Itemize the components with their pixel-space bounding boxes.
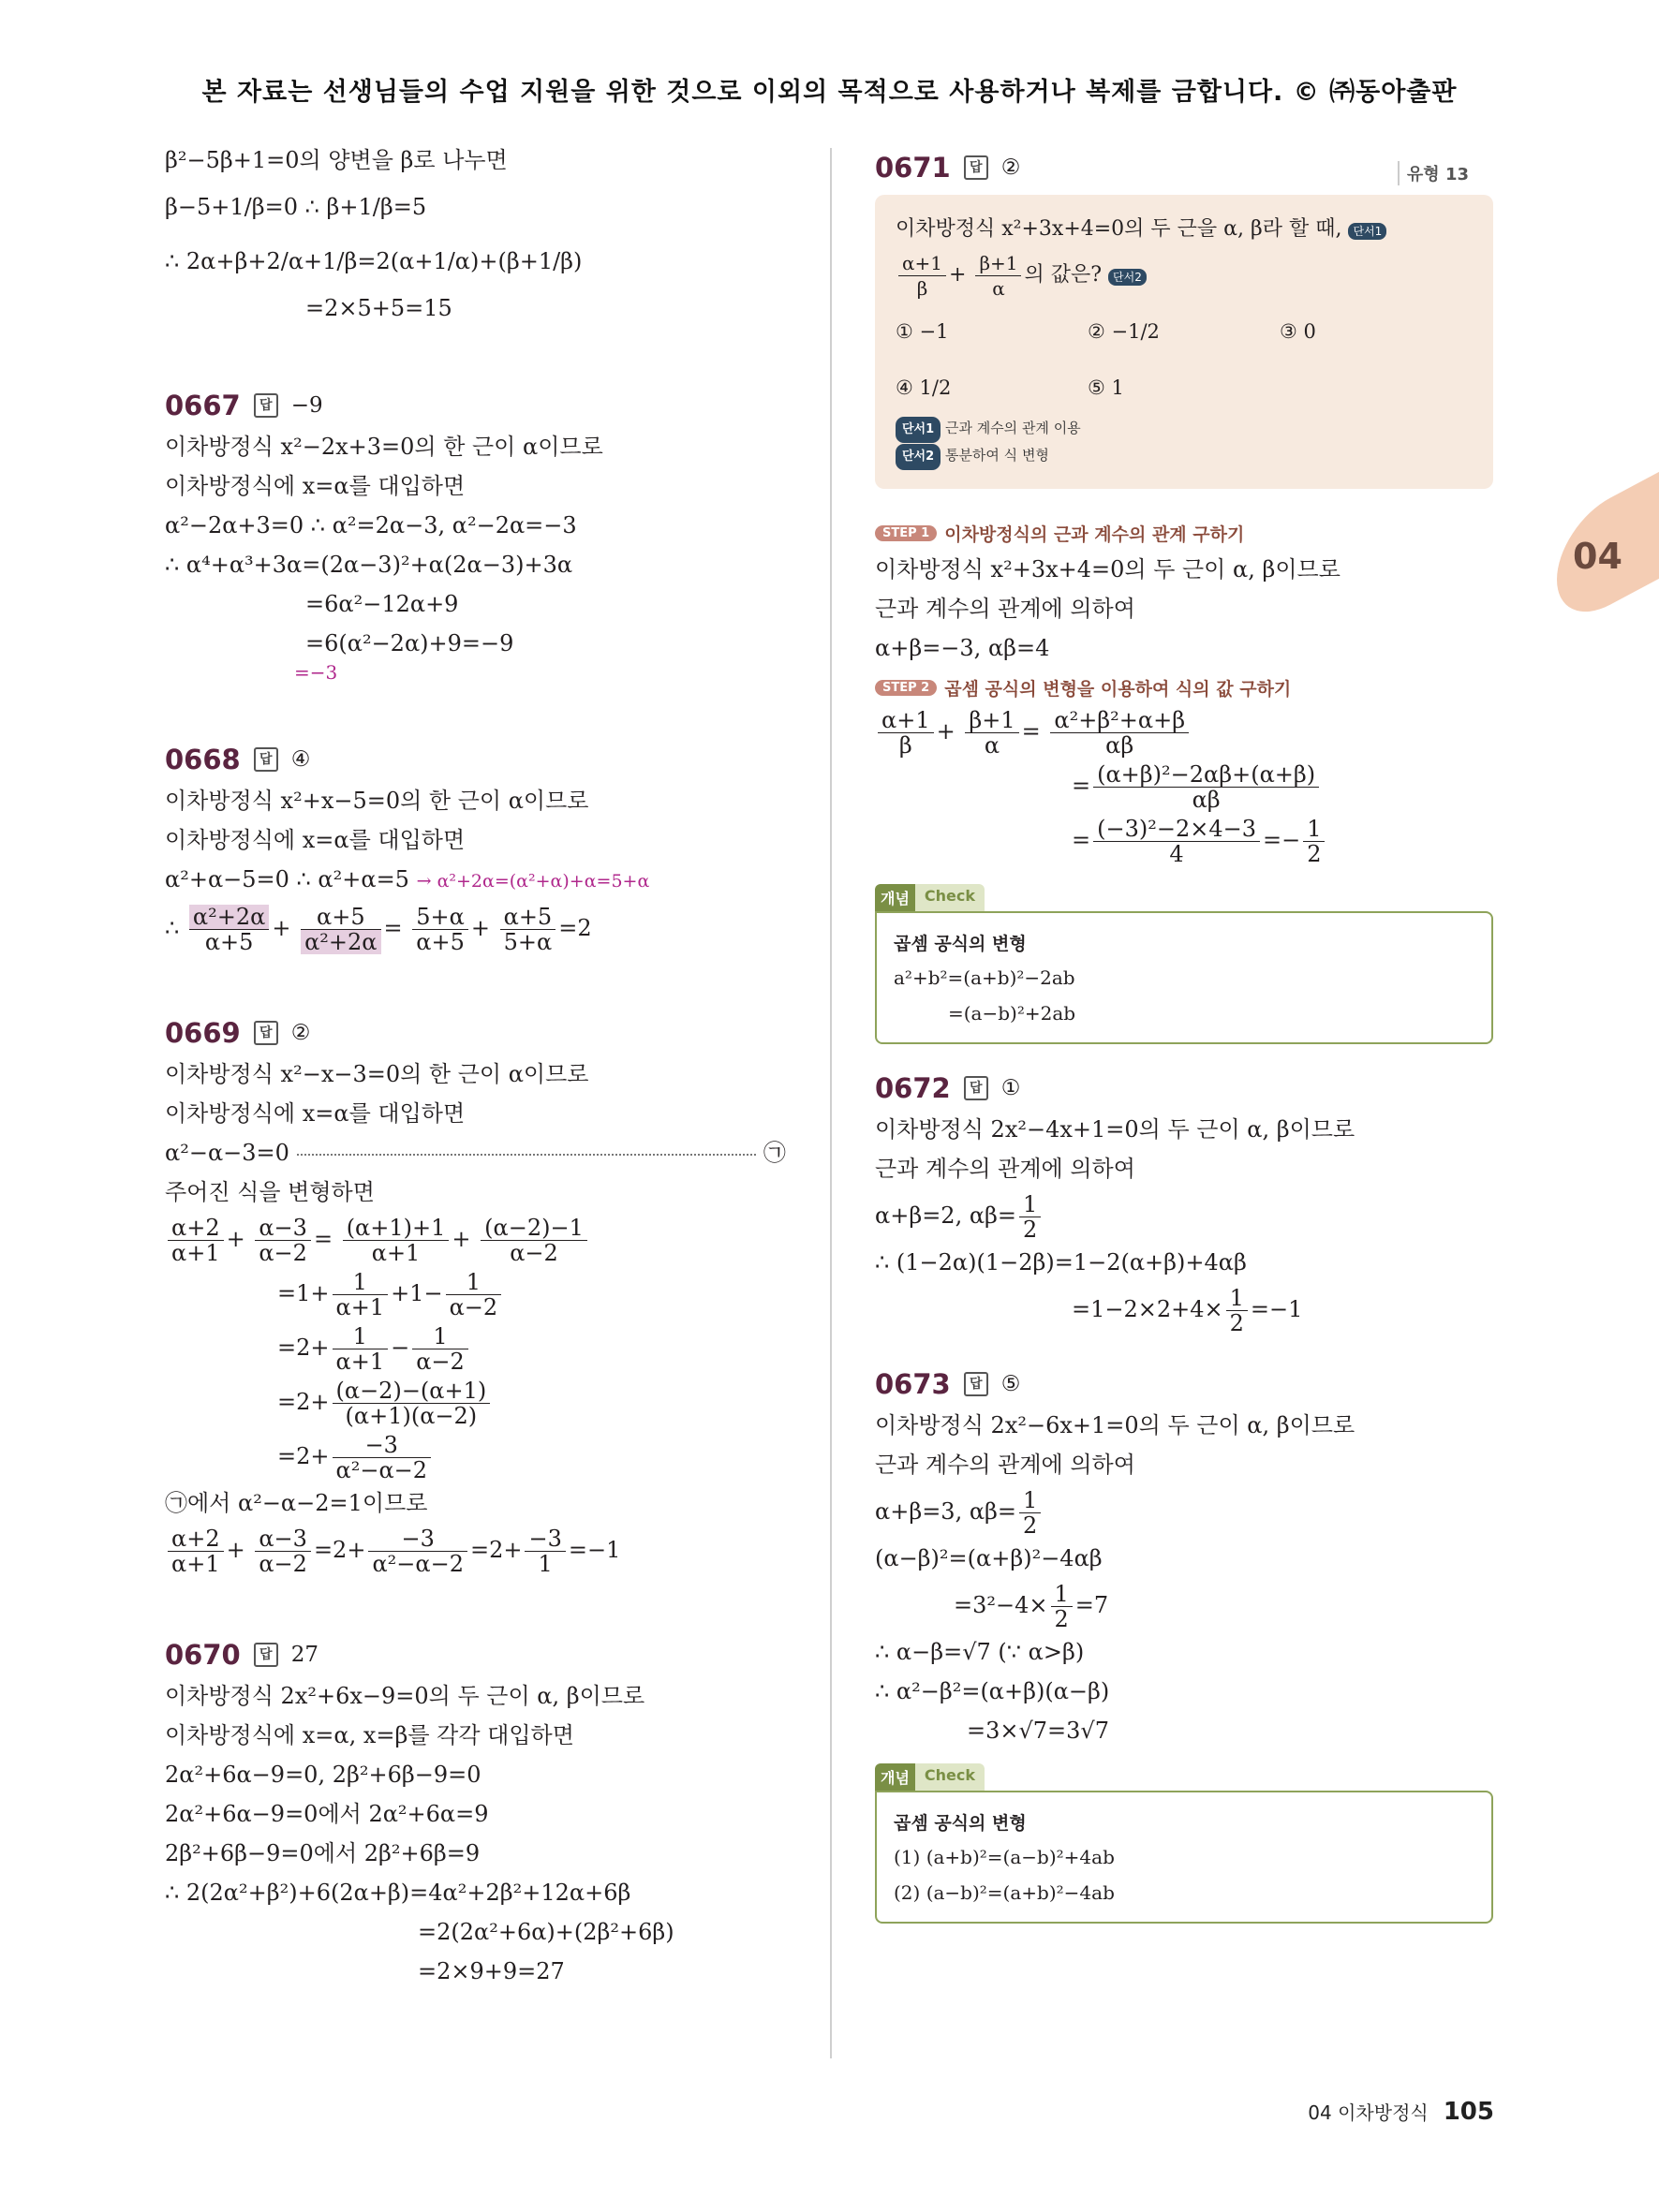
numerator: β+1 bbox=[975, 251, 1021, 276]
denominator: α²−α−2 bbox=[335, 1457, 428, 1483]
solution-line: (α−β)²=(α+β)²−4αβ bbox=[875, 1545, 1103, 1571]
numerator: (α+1)+1 bbox=[343, 1216, 450, 1241]
expression-text: =1−2×2+4× bbox=[1072, 1296, 1223, 1322]
fraction-equation bbox=[165, 1212, 811, 1266]
page-number: 105 bbox=[1443, 2098, 1494, 2126]
answer-badge: 답 bbox=[254, 747, 278, 772]
numerator: 1 bbox=[333, 1270, 389, 1295]
numerator: (α+β)²−2αβ+(α+β) bbox=[1093, 762, 1319, 788]
solution-line: 주어진 식을 변형하면 bbox=[165, 1179, 375, 1205]
check-tab: Check bbox=[915, 884, 985, 911]
numerator: 1 bbox=[1303, 817, 1325, 842]
denominator: α bbox=[992, 276, 1005, 300]
numerator: α²+β²+α+β bbox=[1050, 708, 1189, 733]
solution-line: ∴ α⁴+α³+3α=(2α−3)²+α(2α−3)+3α bbox=[165, 552, 573, 578]
denominator: α−2 bbox=[259, 1240, 307, 1266]
left-column bbox=[165, 140, 811, 1991]
clue-text: 근과 계수의 관계 이용 bbox=[944, 420, 1081, 436]
solution-line: 이차방정식에 x=α를 대입하면 bbox=[165, 1100, 466, 1127]
solution-line: =3×√7=3√7 bbox=[967, 1718, 1109, 1744]
arrow-note: → α²+2α=(α²+α)+α=5+α bbox=[416, 871, 650, 892]
answer-badge: 답 bbox=[964, 1372, 988, 1396]
solution-line: =2×9+9=27 bbox=[418, 1958, 565, 1984]
result: =−1 bbox=[568, 1537, 621, 1563]
step-title: 이차방정식의 근과 계수의 관계 구하기 bbox=[944, 524, 1245, 545]
problem-text: 이차방정식 x²+3x+4=0의 두 근을 α, β라 할 때, bbox=[896, 217, 1342, 241]
fraction-equation: ∴ $\frac{\text{α²+2α}}{\alpha+5}$ + $\frac{\alpha+5}{\text{α²+2α}}$ = $\frac{5+\alpha}{\alpha+5}$ + $\frac{\alpha+5}{5+\alpha}$ =2 bbox=[165, 904, 592, 955]
concept-tab: 개념 bbox=[875, 1763, 915, 1791]
denominator: α+1 bbox=[371, 1240, 421, 1266]
answer-badge: 답 bbox=[254, 1021, 278, 1045]
solution-line: =2×5+5=15 bbox=[305, 295, 452, 321]
solution-line: 근과 계수의 관계에 의하여 bbox=[875, 1452, 1135, 1478]
problem-0670 bbox=[165, 1639, 811, 1991]
chapter-side-number: 04 bbox=[1573, 536, 1622, 577]
denominator: β bbox=[916, 276, 928, 300]
choice-1[interactable]: ① −1 bbox=[896, 320, 949, 343]
numerator: β+1 bbox=[965, 708, 1018, 733]
numerator: α+5 bbox=[301, 905, 380, 930]
expression-text: =1+ bbox=[277, 1280, 330, 1306]
denominator: 2 bbox=[1054, 1606, 1069, 1632]
expression-text: =− bbox=[1262, 827, 1301, 853]
denominator: α bbox=[984, 732, 1000, 759]
denominator: 2 bbox=[1229, 1310, 1244, 1336]
numerator: α+5 bbox=[500, 905, 556, 930]
problem-text: 의 값은? bbox=[1024, 263, 1103, 287]
answer-choices bbox=[896, 303, 1473, 360]
answer-value: −9 bbox=[290, 393, 323, 418]
numerator: −3 bbox=[368, 1526, 467, 1552]
numerator: α−3 bbox=[255, 1526, 311, 1552]
clue-text: 통분하여 식 변형 bbox=[944, 447, 1049, 464]
clue-tag: 단서2 bbox=[896, 444, 941, 470]
denominator: α+5 bbox=[204, 929, 254, 955]
step-tag: STEP 2 bbox=[875, 680, 937, 696]
clue-tag: 단서2 bbox=[1108, 269, 1147, 286]
choice-3[interactable]: ③ 0 bbox=[1280, 320, 1316, 343]
expression-text: =2+ bbox=[469, 1537, 523, 1563]
denominator: α+1 bbox=[335, 1294, 385, 1320]
concept-line: (2) (a−b)²=(a+b)²−4ab bbox=[894, 1881, 1115, 1904]
problem-number: 0670 bbox=[165, 1639, 241, 1671]
solution-line: 근과 계수의 관계에 의하여 bbox=[875, 596, 1135, 622]
solution-line: ∴ 2(2α²+β²)+6(2α+β)=4α²+2β²+12α+6β bbox=[165, 1880, 631, 1906]
denominator: α+5 bbox=[416, 929, 465, 955]
denominator: 2 bbox=[1023, 1217, 1038, 1243]
concept-line: =(a−b)²+2ab bbox=[948, 1002, 1076, 1025]
fraction-equation: $\frac{\alpha+2}{\alpha+1}$ + $\frac{\alpha-3}{\alpha-2}$ =2+ $\frac{-3}{\text{α²−α−2}}$ =2+ $\frac{-3}{1}$ =−1 bbox=[165, 1523, 811, 1577]
answer-badge: 답 bbox=[254, 1643, 278, 1667]
solution-line: β−5+1/β=0 ∴ β+1/β=5 bbox=[165, 194, 427, 220]
denominator: α−2 bbox=[510, 1240, 558, 1266]
solution-line: 2α²+6α−9=0, 2β²+6β−9=0 bbox=[165, 1762, 481, 1788]
concept-title: 곱셈 공식의 변형 bbox=[894, 934, 1027, 954]
fraction-equation bbox=[165, 1429, 811, 1483]
solution-line: =2(2α²+6α)+(2β²+6β) bbox=[418, 1919, 674, 1945]
solution-line: 이차방정식 x²−x−3=0의 한 근이 α이므로 bbox=[165, 1061, 589, 1087]
answer-value: ② bbox=[1000, 155, 1021, 180]
denominator: αβ bbox=[1105, 732, 1134, 759]
solution-line: =6α²−12α+9 bbox=[305, 591, 459, 617]
solution-line: =6(α²−2α)+9=−9 bbox=[305, 630, 514, 656]
numerator: 1 bbox=[446, 1270, 502, 1295]
numerator: 5+α bbox=[412, 905, 468, 930]
denominator: 2 bbox=[1023, 1512, 1038, 1539]
problem-0668 bbox=[165, 744, 811, 955]
expression-text: α+β=3, αβ= bbox=[875, 1498, 1017, 1525]
denominator: α+1 bbox=[171, 1240, 220, 1266]
denominator: α²+2α bbox=[301, 930, 380, 954]
solution-line: α+β=−3, αβ=4 bbox=[875, 635, 1050, 661]
problem-number: 0673 bbox=[875, 1368, 951, 1400]
expression-text: =2+ bbox=[277, 1443, 330, 1469]
answer-value: ② bbox=[290, 1021, 311, 1045]
solution-line: α²−2α+3=0 ∴ α²=2α−3, α²−2α=−3 bbox=[165, 512, 577, 538]
solution-line: 이차방정식 2x²−6x+1=0의 두 근이 α, β이므로 bbox=[875, 1412, 1355, 1438]
denominator: 4 bbox=[1169, 841, 1184, 867]
answer-badge: 답 bbox=[254, 393, 278, 418]
denominator: α−2 bbox=[449, 1294, 498, 1320]
fraction-equation bbox=[165, 1375, 811, 1429]
expression-text: =2+ bbox=[277, 1335, 330, 1361]
marked-equation: α²−α−3=0 bbox=[165, 1140, 289, 1166]
concept-line: (1) (a+b)²=(a−b)²+4ab bbox=[894, 1846, 1115, 1868]
denominator: α²−α−2 bbox=[372, 1551, 464, 1577]
result: =7 bbox=[1074, 1592, 1109, 1618]
clue-tag: 단서1 bbox=[896, 417, 941, 443]
solution-line: 2α²+6α−9=0에서 2α²+6α=9 bbox=[165, 1801, 489, 1827]
numerator: (−3)²−2×4−3 bbox=[1093, 817, 1260, 842]
expression-text: − bbox=[391, 1335, 410, 1361]
denominator: α+1 bbox=[335, 1349, 385, 1375]
solution-line: α²+α−5=0 ∴ α²+α=5 bbox=[165, 866, 409, 892]
numerator: 1 bbox=[1019, 1192, 1041, 1217]
page-footer bbox=[1308, 2098, 1494, 2126]
operator: + bbox=[226, 1226, 245, 1252]
result: =2 bbox=[558, 915, 592, 941]
denominator: αβ bbox=[1192, 787, 1221, 813]
fraction-equation: = $\frac{\text{(−3)²−2×4−3}}{4}$ =− $\frac{1}{2}$ bbox=[875, 813, 1493, 867]
numerator: α+2 bbox=[168, 1526, 224, 1552]
problem-0673 bbox=[875, 1368, 1493, 1924]
denominator: 5+α bbox=[503, 929, 553, 955]
numerator: α+1 bbox=[878, 708, 934, 733]
solution-line: ㉠에서 α²−α−2=1이므로 bbox=[165, 1490, 428, 1516]
denominator: (α+1)(α−2) bbox=[345, 1403, 478, 1429]
numerator: α+2 bbox=[168, 1216, 224, 1241]
choice-2[interactable]: ② −1/2 bbox=[1088, 320, 1160, 343]
expression-text: +1− bbox=[391, 1280, 443, 1306]
expression-text: α+β=2, αβ= bbox=[875, 1202, 1017, 1229]
answer-choices bbox=[896, 360, 1473, 416]
fraction-equation: = $\frac{\text{(α+β)²−2αβ+(α+β)}}{\alpha\beta}$ bbox=[875, 759, 1493, 813]
denominator: 1 bbox=[538, 1551, 553, 1577]
solution-line: ∴ α−β=√7 (∵ α>β) bbox=[875, 1639, 1085, 1665]
step-title: 곱셈 공식의 변형을 이용하여 식의 값 구하기 bbox=[944, 679, 1292, 700]
therefore-symbol: ∴ bbox=[165, 915, 180, 941]
column-divider bbox=[830, 148, 832, 2058]
solution-line: 이차방정식에 x=α, x=β를 각각 대입하면 bbox=[165, 1722, 574, 1748]
solution-line: 2β²+6β−9=0에서 2β²+6β=9 bbox=[165, 1840, 481, 1866]
numerator: α²+2α bbox=[189, 905, 269, 930]
problem-0672 bbox=[875, 1072, 1493, 1336]
solution-line: 이차방정식 2x²+6x−9=0의 두 근이 α, β이므로 bbox=[165, 1683, 645, 1709]
numerator: 1 bbox=[1051, 1582, 1073, 1607]
problem-0667 bbox=[165, 390, 811, 682]
denominator: α−2 bbox=[259, 1551, 307, 1577]
answer-badge: 답 bbox=[964, 1076, 988, 1100]
solution-line: ∴ (1−2α)(1−2β)=1−2(α+β)+4αβ bbox=[875, 1249, 1247, 1276]
solution-line: 이차방정식 x²+x−5=0의 한 근이 α이므로 bbox=[165, 788, 589, 814]
problem-number: 0672 bbox=[875, 1072, 951, 1104]
answer-value: ① bbox=[1000, 1076, 1021, 1100]
numerator: α−3 bbox=[255, 1216, 311, 1241]
concept-line: a²+b²=(a+b)²−2ab bbox=[894, 966, 1075, 989]
answer-value: 27 bbox=[290, 1643, 318, 1667]
arrow-note-text: α²+2α=(α²+α)+α=5+α bbox=[437, 871, 650, 892]
check-tab: Check bbox=[915, 1763, 985, 1791]
numerator: α+1 bbox=[898, 251, 946, 276]
copyright-notice: 본 자료는 선생님들의 수업 지원을 위한 것으로 이외의 목적으로 사용하거나 복제를 금합니다. © ㈜동아출판 bbox=[201, 78, 1458, 107]
denominator: 2 bbox=[1307, 841, 1322, 867]
operator: + bbox=[452, 1226, 471, 1252]
solution-line: 이차방정식에 x=α를 대입하면 bbox=[165, 827, 466, 853]
fraction-equation bbox=[165, 1320, 811, 1375]
solution-line: 이차방정식 2x²−4x+1=0의 두 근이 α, β이므로 bbox=[875, 1116, 1355, 1143]
numerator: 1 bbox=[1226, 1286, 1248, 1311]
concept-title: 곱셈 공식의 변형 bbox=[894, 1813, 1027, 1834]
answer-value: ④ bbox=[290, 747, 311, 772]
choice-4[interactable]: ④ 1/2 bbox=[896, 376, 952, 399]
problem-box: 이차방정식 x²+3x+4=0의 두 근을 α, β라 할 때, 단서1 $\frac{\alpha+1}{\beta}$ + $\frac{\beta+1}{\alpha}$ 의 값은? 단서2 ① −1 ② −1/2 ③ 0 ④ 1/2 ⑤ 1 단서1 근과 계수의 관계 이용 단서2 통분하여 식 변형 bbox=[875, 195, 1493, 489]
substitution-note: =−3 bbox=[294, 661, 338, 684]
expression-text: =2+ bbox=[277, 1389, 330, 1415]
expression-text: =3²−4× bbox=[954, 1592, 1048, 1618]
denominator: β bbox=[898, 732, 912, 759]
denominator: α+1 bbox=[171, 1551, 220, 1577]
numerator: −3 bbox=[333, 1433, 432, 1458]
chapter-label: 04 이차방정식 bbox=[1308, 2101, 1429, 2124]
fraction-equation bbox=[165, 1266, 811, 1320]
problem-0671 bbox=[875, 152, 1493, 1044]
right-column bbox=[875, 140, 1493, 1952]
step-tag: STEP 1 bbox=[875, 525, 937, 541]
solution-line: ∴ α²−β²=(α+β)(α−β) bbox=[875, 1678, 1110, 1704]
concept-tab: 개념 bbox=[875, 884, 915, 911]
answer-value: ⑤ bbox=[1000, 1372, 1021, 1396]
problem-type-label: 유형 13 bbox=[1398, 161, 1469, 185]
concept-check-box bbox=[875, 884, 1493, 1044]
dot-leader bbox=[297, 1154, 756, 1156]
problem-number: 0667 bbox=[165, 390, 241, 421]
numerator: −3 bbox=[525, 1526, 565, 1552]
clue-tag: 단서1 bbox=[1348, 223, 1386, 240]
problem-number: 0671 bbox=[875, 152, 951, 184]
denominator: α−2 bbox=[416, 1349, 465, 1375]
result: =−1 bbox=[1250, 1296, 1303, 1322]
solution-line: 근과 계수의 관계에 의하여 bbox=[875, 1156, 1135, 1182]
problem-0669 bbox=[165, 1017, 811, 1577]
answer-badge: 답 bbox=[964, 155, 988, 180]
solution-line: 이차방정식 x²+3x+4=0의 두 근이 α, β이므로 bbox=[875, 556, 1341, 582]
problem-number: 0668 bbox=[165, 744, 241, 775]
solution-0666-continuation bbox=[165, 140, 811, 328]
numerator: (α−2)−1 bbox=[481, 1216, 587, 1241]
fraction-equation: $\frac{\alpha+1}{\beta}$ + $\frac{\beta+1}{\alpha}$ = $\frac{\text{α²+β²+α+β}}{\alpha\beta}$ bbox=[875, 704, 1493, 759]
numerator: 1 bbox=[412, 1324, 468, 1349]
solution-line: ∴ 2α+β+2/α+1/β=2(α+1/α)+(β+1/β) bbox=[165, 248, 583, 274]
operator: = bbox=[313, 1226, 333, 1252]
solution-line: 이차방정식 x²−2x+3=0의 한 근이 α이므로 bbox=[165, 434, 603, 460]
numerator: (α−2)−(α+1) bbox=[333, 1379, 491, 1404]
equation-mark: ㉠ bbox=[763, 1140, 786, 1166]
concept-check-box bbox=[875, 1763, 1493, 1924]
expression-text: =2+ bbox=[313, 1537, 366, 1563]
solution-line: 이차방정식에 x=α를 대입하면 bbox=[165, 473, 466, 499]
numerator: 1 bbox=[333, 1324, 389, 1349]
choice-5[interactable]: ⑤ 1 bbox=[1088, 376, 1124, 399]
solution-line: β²−5β+1=0의 양변을 β로 나누면 bbox=[165, 147, 508, 173]
problem-number: 0669 bbox=[165, 1017, 241, 1049]
numerator: 1 bbox=[1019, 1488, 1041, 1513]
